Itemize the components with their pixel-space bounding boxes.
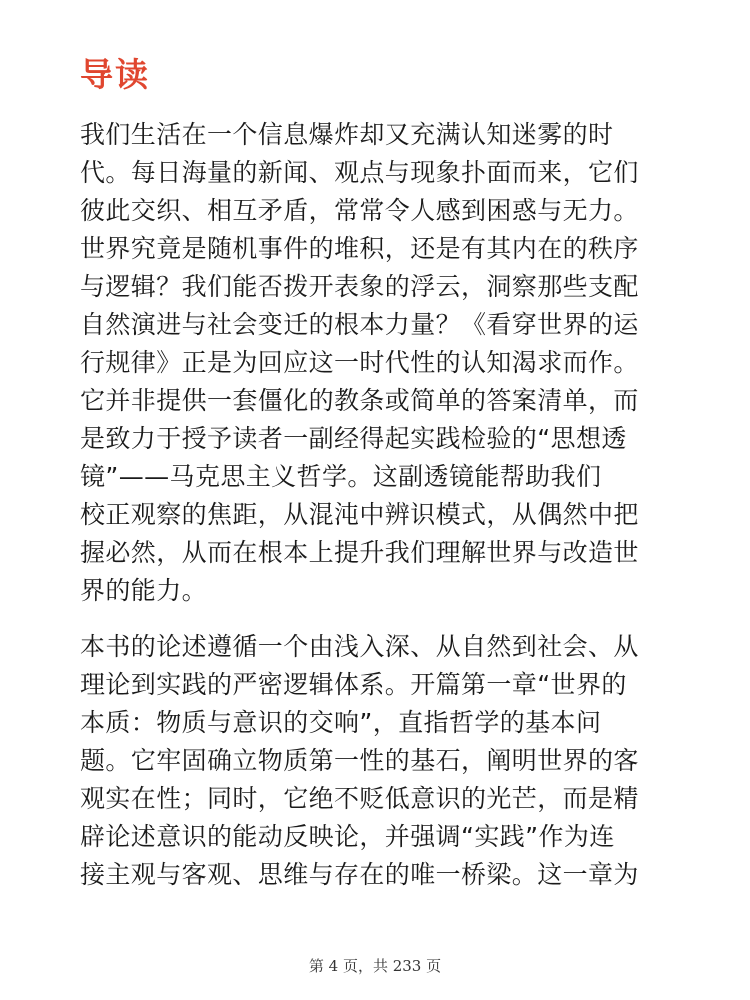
text-line: 界的能力。 bbox=[80, 576, 208, 605]
text-line: 本质：物质与意识的交响”，直指哲学的基本问 bbox=[80, 708, 602, 737]
body-text bbox=[80, 116, 684, 912]
text-line: 代。每日海量的新闻、观点与现象扑面而来，它们 bbox=[80, 158, 639, 187]
text-line: 镜”——马克思主义哲学。这副透镜能帮助我们 bbox=[80, 462, 602, 491]
text-line: 自然演进与社会变迁的根本力量？《看穿世界的运 bbox=[80, 310, 639, 339]
paragraph-1 bbox=[80, 116, 684, 610]
paragraph-2 bbox=[80, 628, 684, 894]
text-line: 是致力于授予读者一副经得起实践检验的“思想透 bbox=[80, 424, 627, 453]
text-line: 本书的论述遵循一个由浅入深、从自然到社会、从 bbox=[80, 632, 639, 661]
text-line: 接主观与客观、思维与存在的唯一桥梁。这一章为 bbox=[80, 860, 639, 889]
text-line: 握必然，从而在根本上提升我们理解世界与改造世 bbox=[80, 538, 639, 567]
text-line: 理论到实践的严密逻辑体系。开篇第一章“世界的 bbox=[80, 670, 627, 699]
text-line: 观实在性；同时，它绝不贬低意识的光芒，而是精 bbox=[80, 784, 639, 813]
text-line: 辟论述意识的能动反映论，并强调“实践”作为连 bbox=[80, 822, 615, 851]
text-line: 题。它牢固确立物质第一性的基石，阐明世界的客 bbox=[80, 746, 639, 775]
text-line: 校正观察的焦距，从混沌中辨识模式，从偶然中把 bbox=[80, 500, 639, 529]
text-line: 世界究竟是随机事件的堆积，还是有其内在的秩序 bbox=[80, 234, 639, 263]
text-line: 行规律》正是为回应这一时代性的认知渴求而作。 bbox=[80, 348, 639, 377]
text-line: 彼此交织、相互矛盾，常常令人感到困惑与无力。 bbox=[80, 196, 639, 225]
text-line: 它并非提供一套僵化的教条或简单的答案清单，而 bbox=[80, 386, 639, 415]
text-line: 与逻辑？我们能否拨开表象的浮云，洞察那些支配 bbox=[80, 272, 639, 301]
section-heading: 导读 bbox=[80, 55, 150, 94]
text-line: 我们生活在一个信息爆炸却又充满认知迷雾的时 bbox=[80, 120, 614, 149]
page-number-footer: 第 4 页，共 233 页 bbox=[308, 957, 442, 975]
